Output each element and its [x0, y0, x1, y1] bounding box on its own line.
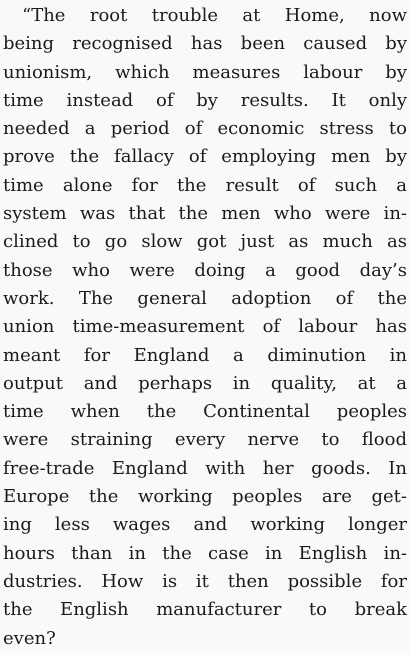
article-line: time when the Continental peoples	[3, 401, 407, 423]
article-line: time instead of by results. It only	[3, 89, 407, 111]
article-line: needed a period of economic stress to	[3, 118, 407, 140]
article-line: being recognised has been caused by	[3, 33, 407, 55]
article-line: prove the fallacy of employing men by	[3, 146, 407, 168]
article-line: time alone for the result of such a	[3, 174, 407, 196]
article-line: work. The general adoption of the	[3, 287, 407, 309]
article-line: union time-measurement of labour has	[3, 316, 407, 338]
article-line: “The root trouble at Home, now	[22, 5, 407, 26]
article-line: the English manufacturer to break	[3, 599, 407, 621]
article-line: those who were doing a good day’s	[3, 259, 407, 281]
article-line: clined to go slow got just as much as	[3, 231, 407, 253]
article-line: even?	[3, 627, 56, 649]
article-line: ing less wages and working longer	[3, 514, 407, 536]
article-line: dustries. How is it then possible for	[3, 570, 407, 592]
article-line: were straining every nerve to flood	[3, 429, 407, 451]
article-line: hours than in the case in English in-	[3, 542, 407, 564]
article-line: system was that the men who were in-	[3, 203, 407, 225]
article-column	[3, 2, 407, 653]
article-line: Europe the working peoples are get-	[3, 486, 407, 508]
article-line: meant for England a diminution in	[3, 344, 407, 366]
article-line: unionism, which measures labour by	[3, 61, 407, 83]
article-line: output and perhaps in quality, at a	[3, 372, 407, 394]
article-line: free-trade England with her goods. In	[3, 457, 407, 479]
